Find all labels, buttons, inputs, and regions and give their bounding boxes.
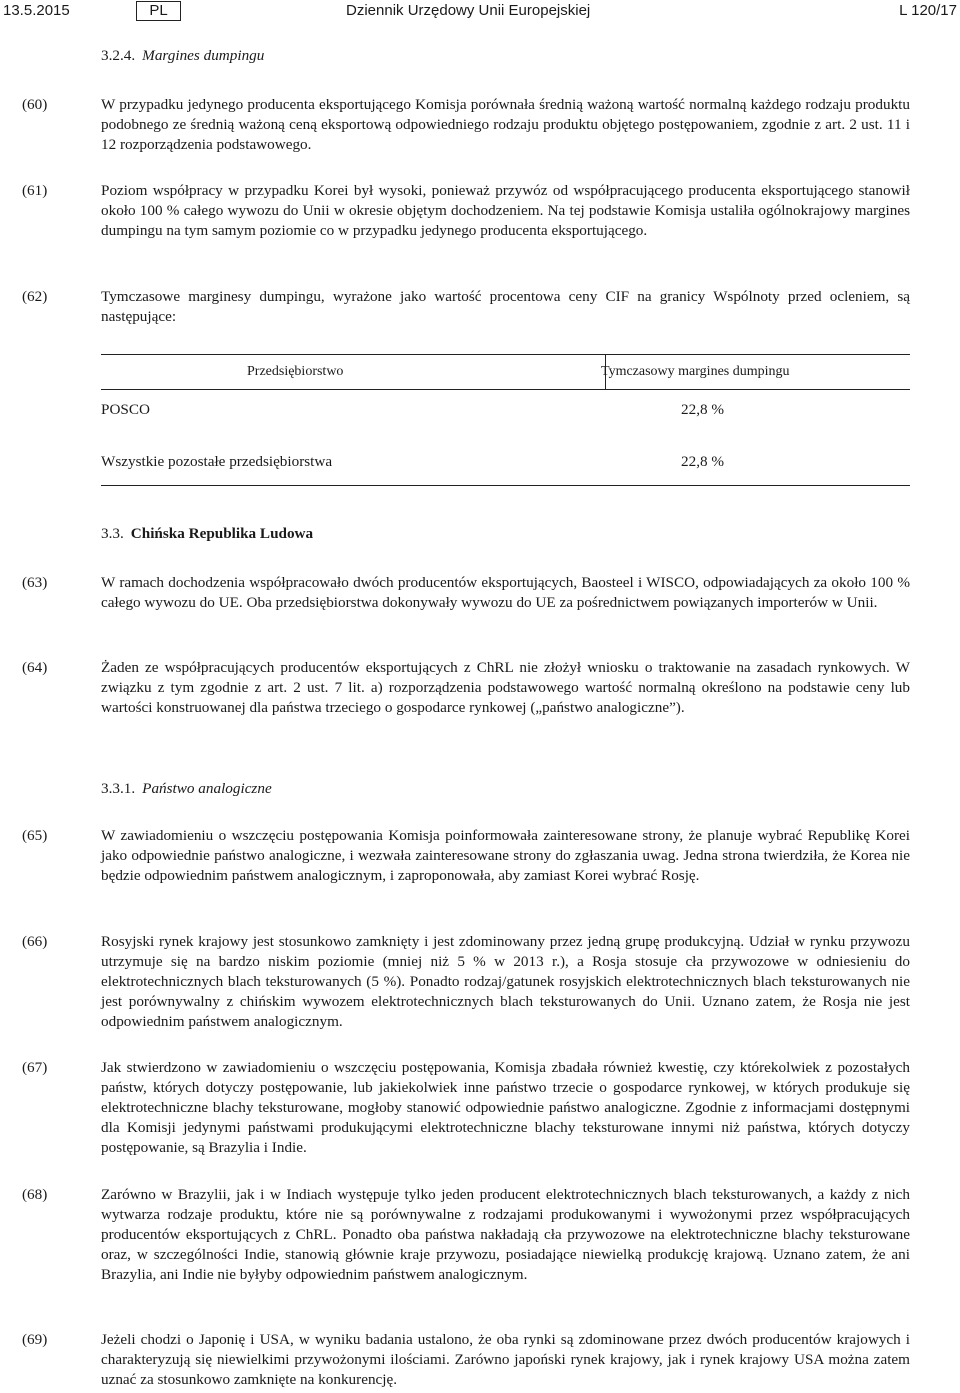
paragraph-number: (66) xyxy=(22,933,48,950)
paragraph-text: Żaden ze współpracujących producentów eksportujących z ChRL nie złożył wniosku o traktowanie na zasadach rynkowych. W związku z tym zgodnie z art. 2 ust. 7 lit. a) rozporządzenia podstawowego wartość normalną określono na podstawie ceny lub wartości konstruowanej dla państwa trzeciego o gospodarce rynkowej („państwo analogiczne”). xyxy=(101,659,910,716)
paragraph-text: Poziom współpracy w przypadku Korei był wysoki, ponieważ przywóz od współpracującego producenta eksportującego stanowił około 100 % całego wywozu do Unii w okresie objętym dochodzeniem. Na tej podstawie Komisja ustaliła ogólnokrajowy margines dumpingu na tym samym poziomie co w przypadku jedynego producenta eksportującego. xyxy=(101,182,910,239)
paragraph-number: (61) xyxy=(22,182,48,199)
table-cell-margin: 22,8 % xyxy=(681,453,725,470)
section-heading-33 xyxy=(101,524,313,544)
table-header-margin: Tymczasowy margines dumpingu xyxy=(601,364,790,379)
page-header xyxy=(0,0,960,22)
header-language-badge: PL xyxy=(136,1,181,21)
section-title: Państwo analogiczne xyxy=(142,780,272,797)
section-number: 3.3. xyxy=(101,525,124,542)
paragraph-number: (64) xyxy=(22,659,48,676)
table-cell-margin: 22,8 % xyxy=(681,401,725,418)
paragraph-text: Zarówno w Brazylii, jak i w Indiach występuje tylko jeden producent elektrotechnicznych blach teksturowanych, a każdy z nich wytwarza rodzaje produktu, które nie są porównywalne z rodzajami produkowanymi i wywożonymi przez współpracujących producentów eksportujących z ChRL. Ponadto oba państwa nakładają cła przywozowe na elektrotechniczne blachy teksturowane oraz, w szczególności Indie, stanowią głównie kraje przywozu, posiadające niewielką produkcję krajową. Uznano zatem, że ani Brazylia, ani Indie nie byłyby odpowiednim państwem analogicznym. xyxy=(101,1186,910,1283)
paragraph-number: (60) xyxy=(22,96,48,113)
section-title: Chińska Republika Ludowa xyxy=(130,525,314,542)
paragraph-text: Jak stwierdzono w zawiadomieniu o wszczęciu postępowania, Komisja zbadała również kwestię, czy którekolwiek z pozostałych państw, których dotyczy postępowanie, lub jakiekolwiek inne państwo trzecie o gospodarce rynkowej, w których produkuje się elektrotechniczne blachy teksturowane, mogłoby stanowić odpowiednie państwo analogiczne. Zgodnie z informacjami dostępnymi dla Komisji jedynymi państwami produkującymi elektrotechniczne blachy teksturowane innymi niż państwa, których dotyczy postępowanie, są Brazylia i Indie. xyxy=(101,1059,910,1156)
paragraph-text: Jeżeli chodzi o Japonię i USA, w wyniku badania ustalono, że oba rynki są zdominowane przez dwóch producentów krajowych i charakteryzują się niewielkimi przywożonymi ilościami. Zarówno japoński rynek krajowy, jak i rynek krajowy USA można zatem uznać za stosunkowo zamknięte na konkurencję. xyxy=(101,1331,910,1388)
paragraph-number: (68) xyxy=(22,1186,48,1203)
section-heading-331 xyxy=(101,779,272,799)
paragraph-number: (69) xyxy=(22,1331,48,1348)
paragraph-number: (62) xyxy=(22,288,48,305)
paragraph-text: Rosyjski rynek krajowy jest stosunkowo zamknięty i jest zdominowany przez jedną grupę produkcyjną. Udział w rynku przywozu utrzymuje się na bardzo niskim poziomie (mniej niż 5 % w 2013 r.), a Rosja stosuje cła przywozowe w odniesieniu do elektrotechnicznych blach teksturowanych (5 %). Ponadto rodzaj/gatunek rosyjskich elektrotechnicznych blach teksturowanych nie jest porównywalny z chińskim wywozem elektrotechnicznych blach teksturowanych do Unii. Uznano zatem, że Rosja nie jest odpowiednim państwem analogicznym. xyxy=(101,933,910,1030)
section-title: Margines dumpingu xyxy=(142,47,265,64)
paragraph-text: Tymczasowe marginesy dumpingu, wyrażone jako wartość procentowa ceny CIF na granicy Wspólnoty przed ocleniem, są następujące: xyxy=(101,288,910,325)
header-page-reference: L 120/17 xyxy=(899,2,957,19)
paragraph-number: (65) xyxy=(22,827,48,844)
table-header-company: Przedsiębiorstwo xyxy=(247,364,344,379)
section-number: 3.2.4. xyxy=(101,47,136,64)
section-heading-324 xyxy=(101,46,264,66)
paragraph-number: (67) xyxy=(22,1059,48,1076)
table-header-rule xyxy=(101,389,910,390)
table-bottom-rule xyxy=(101,485,910,486)
table-top-rule xyxy=(101,354,910,355)
header-journal-title: Dziennik Urzędowy Unii Europejskiej xyxy=(346,2,591,19)
paragraph-text: W zawiadomieniu o wszczęciu postępowania Komisja poinformowała zainteresowane strony, że planuje wybrać Republikę Korei jako odpowiednie państwo analogiczne, i wezwała zainteresowane strony do zgłaszania uwag. Jedna strona twierdziła, że Korea nie będzie odpowiednim państwem analogicznym, i zaproponowała, aby zamiast Korei wybrać Rosję. xyxy=(101,827,910,884)
paragraph-text: W ramach dochodzenia współpracowało dwóch producentów eksportujących, Baosteel i WISCO, odpowiadających za około 100 % całego wywozu do UE. Oba przedsiębiorstwa dokonywały wywozu do UE za pośrednictwem powiązanych importerów w Unii. xyxy=(101,574,910,611)
header-date: 13.5.2015 xyxy=(3,2,70,19)
table-cell-company: Wszystkie pozostałe przedsiębiorstwa xyxy=(101,453,333,470)
table-cell-company: POSCO xyxy=(101,401,150,418)
section-number: 3.3.1. xyxy=(101,780,136,797)
paragraph-number: (63) xyxy=(22,574,48,591)
paragraph-text: W przypadku jedynego producenta eksportującego Komisja porównała średnią ważoną wartość normalną każdego rodzaju produktu podobnego ze średnią ważoną ceną eksportową odpowiedniego rodzaju produktu objętego postępowaniem, zgodnie z art. 2 ust. 11 i 12 rozporządzenia podstawowego. xyxy=(101,96,910,153)
